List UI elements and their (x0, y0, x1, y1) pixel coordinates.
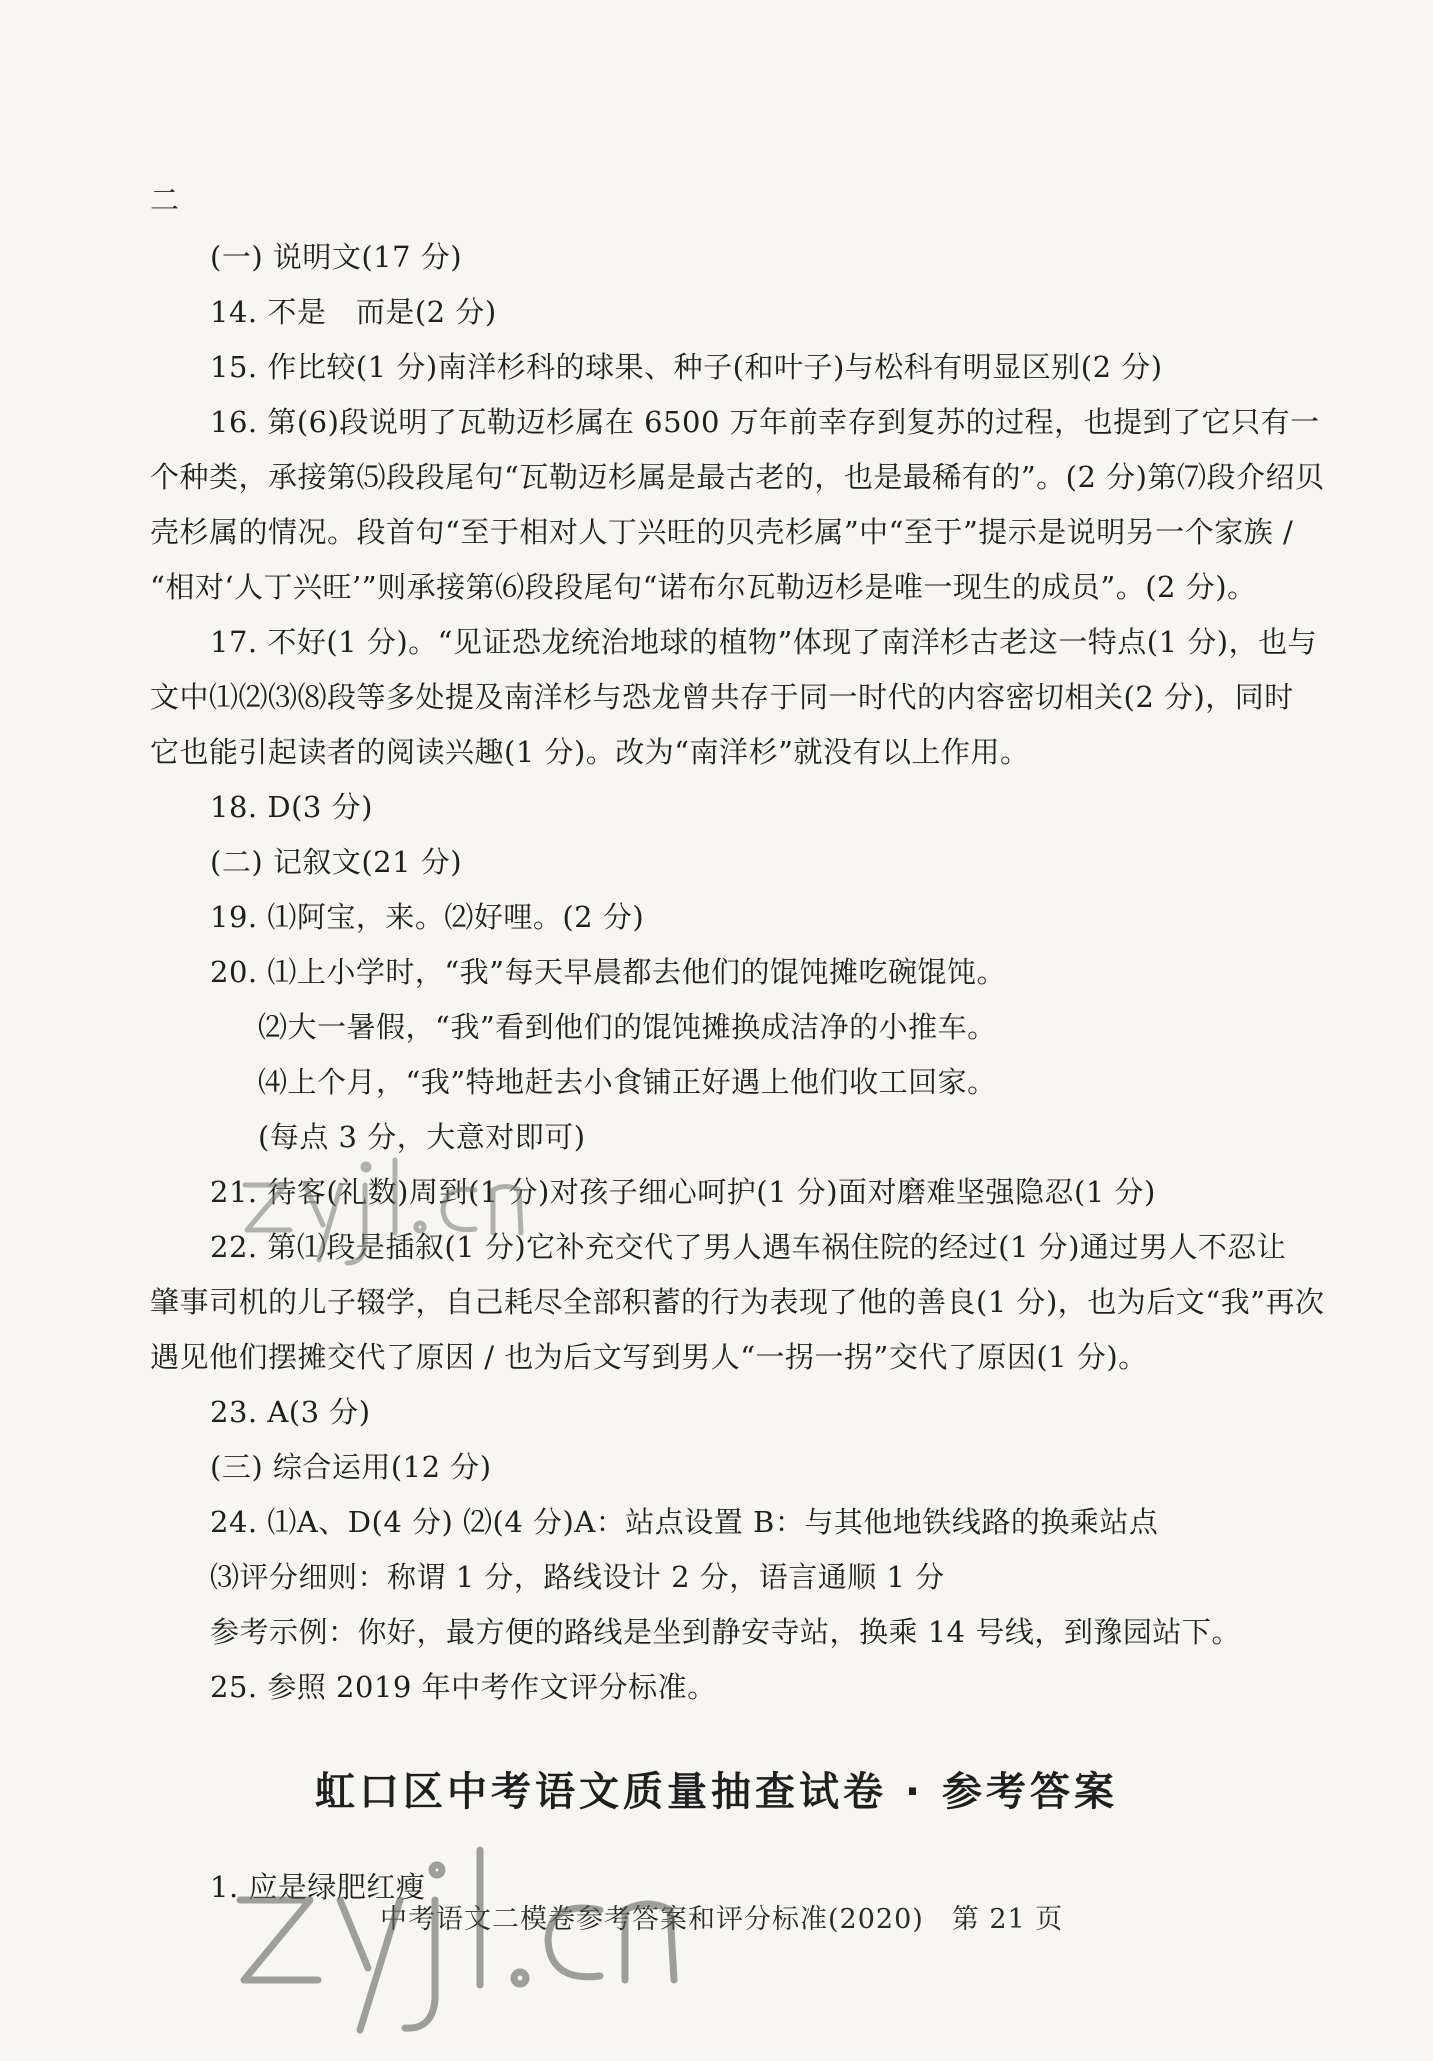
answer-25: 25. 参照 2019 年中考作文评分标准。 (210, 1670, 717, 1704)
answer-24-line1: 24. ⑴A、D(4 分) ⑵(4 分)A：站点设置 B：与其他地铁线路的换乘站点 (210, 1505, 1159, 1539)
heading-narrative: (二) 记叙文(21 分) (210, 845, 463, 879)
answer-15: 15. 作比较(1 分)南洋杉科的球果、种子(和叶子)与松科有明显区别(2 分) (210, 350, 1163, 384)
page-footer: 中考语文二模卷参考答案和评分标准(2020) 第 21 页 (380, 1904, 1064, 1935)
answer-19: 19. ⑴阿宝，来。⑵好哩。(2 分) (210, 900, 645, 934)
answer-20-line3: ⑷上个月，“我”特地赶去小食铺正好遇上他们收工回家。 (258, 1065, 997, 1099)
answer-20-note: (每点 3 分，大意对即可) (258, 1120, 586, 1154)
answer-1: 1. 应是绿肥红瘦 (210, 1870, 426, 1904)
answer-16-line2: 个种类，承接第⑸段段尾句“瓦勒迈杉属是最古老的，也是最稀有的”。(2 分)第⑺段介绍贝 (150, 460, 1325, 494)
answer-22-line2: 肇事司机的儿子辍学，自己耗尽全部积蓄的行为表现了他的善良(1 分)，也为后文“我”再次 (150, 1285, 1325, 1319)
answer-16-line1: 16. 第(6)段说明了瓦勒迈杉属在 6500 万年前幸存到复苏的过程，也提到了它只有一 (210, 405, 1320, 439)
answer-22-line3: 遇见他们摆摊交代了原因 / 也为后文写到男人“一拐一拐”交代了原因(1 分)。 (150, 1340, 1148, 1374)
answer-17-line3: 它也能引起读者的阅读兴趣(1 分)。改为“南洋杉”就没有以上作用。 (150, 735, 1030, 769)
answer-21: 21. 待客(礼数)周到(1 分)对孩子细心呵护(1 分)面对磨难坚强隐忍(1 分) (210, 1175, 1156, 1209)
answer-16-line3: 壳杉属的情况。段首句“至于相对人丁兴旺的贝壳杉属”中“至于”提示是说明另一个家族 / (150, 515, 1294, 549)
answer-22-line1: 22. 第⑴段是插叙(1 分)它补充交代了男人遇车祸住院的经过(1 分)通过男人不忍让 (210, 1230, 1287, 1264)
answer-24-example: 参考示例：你好，最方便的路线是坐到静安寺站，换乘 14 号线，到豫园站下。 (210, 1615, 1241, 1649)
answer-17-line1: 17. 不好(1 分)。“见证恐龙统治地球的植物”体现了南洋杉古老这一特点(1 分)，也与 (210, 625, 1318, 659)
answer-17-line2: 文中⑴⑵⑶⑻段等多处提及南洋杉与恐龙曾共存于同一时代的内容密切相关(2 分)，同时 (150, 680, 1294, 714)
heading-application: (三) 综合运用(12 分) (210, 1450, 492, 1484)
answer-20-line2: ⑵大一暑假，“我”看到他们的馄饨摊换成洁净的小推车。 (258, 1010, 997, 1044)
answer-24-line2: ⑶评分细则：称谓 1 分，路线设计 2 分，语言通顺 1 分 (210, 1560, 945, 1594)
answer-23: 23. A(3 分) (210, 1395, 371, 1429)
section-title: 虹口区中考语文质量抽查试卷 · 参考答案 (314, 1769, 1119, 1815)
section-mark: 二 (150, 183, 180, 217)
heading-expository: (一) 说明文(17 分) (210, 240, 463, 274)
answer-14: 14. 不是 而是(2 分) (210, 295, 497, 329)
answer-18: 18. D(3 分) (210, 790, 373, 824)
answer-16-line4: “相对‘人丁兴旺’”则承接第⑹段段尾句“诺布尔瓦勒迈杉是唯一现生的成员”。(2 分)。 (150, 570, 1257, 604)
answer-20-line1: 20. ⑴上小学时，“我”每天早晨都去他们的馄饨摊吃碗馄饨。 (210, 955, 1006, 989)
